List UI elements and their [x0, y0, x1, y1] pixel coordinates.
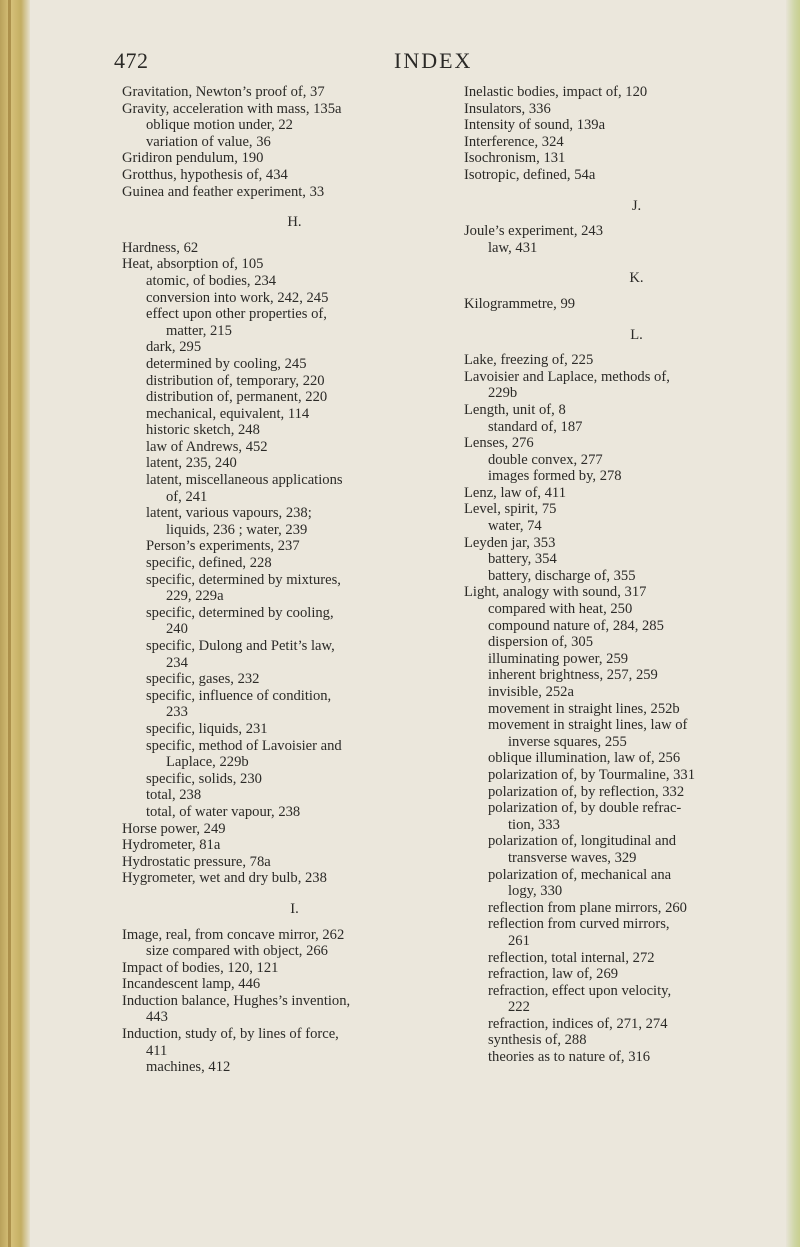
index-entry: Gridiron pendulum, 190: [122, 150, 264, 167]
index-entry-continuation: 443: [146, 1009, 168, 1026]
index-subentry: compared with heat, 250: [488, 601, 633, 618]
index-entry: Intensity of sound, 139a: [464, 117, 606, 134]
index-entry: Insulators, 336: [464, 100, 551, 117]
index-subentry: effect upon other properties of,: [146, 306, 327, 323]
index-subentry: synthesis of, 288: [488, 1032, 587, 1049]
index-entry: Grotthus, hypothesis of, 434: [122, 166, 288, 183]
index-subentry: specific, liquids, 231: [146, 720, 268, 737]
index-subentry: water, 74: [488, 518, 542, 535]
index-entry-continuation: liquids, 236 ; water, 239: [166, 521, 308, 538]
index-entry: Leyden jar, 353: [464, 534, 556, 551]
index-entry-continuation: 229, 229a: [166, 588, 224, 605]
index-subentry: polarization of, longitudinal and: [488, 833, 677, 850]
index-subentry: latent, various vapours, 238;: [146, 505, 312, 522]
index-subentry: battery, 354: [488, 551, 557, 568]
page-number: 472: [114, 48, 149, 73]
index-subentry: total, 238: [146, 787, 202, 804]
index-entry: Horse power, 249: [122, 820, 226, 837]
index-column-left: [122, 84, 467, 1076]
index-subentry: reflection, total internal, 272: [488, 949, 655, 966]
index-subentry: battery, discharge of, 355: [488, 567, 636, 584]
index-subentry: illuminating power, 259: [488, 650, 629, 667]
index-subentry: total, of water vapour, 238: [146, 803, 301, 820]
index-entry: Image, real, from concave mirror, 262: [122, 926, 345, 943]
index-subentry: size compared with object, 266: [146, 943, 328, 960]
index-subentry: specific, gases, 232: [146, 671, 260, 688]
index-entry: Lenz, law of, 411: [464, 484, 566, 501]
index-subentry: dark, 295: [146, 339, 202, 356]
index-entry: Induction balance, Hughes’s invention,: [122, 992, 351, 1009]
index-entry-continuation: 411: [146, 1042, 168, 1059]
index-entry: Guinea and feather experiment, 33: [122, 183, 325, 200]
index-entry-continuation: matter, 215: [166, 322, 232, 339]
index-entry: Lake, freezing of, 225: [464, 352, 594, 369]
index-entry-continuation: tion, 333: [508, 816, 560, 833]
index-entry: Hydrometer, 81a: [122, 837, 221, 854]
index-subentry: mechanical, equivalent, 114: [146, 405, 310, 422]
index-subentry: refraction, indices of, 271, 274: [488, 1015, 668, 1032]
index-entry-continuation: Laplace, 229b: [166, 754, 249, 771]
index-subentry: law, 431: [488, 239, 538, 256]
index-subentry: polarization of, mechanical ana: [488, 866, 672, 883]
section-letter: I.: [290, 900, 299, 917]
index-entry: Isotropic, defined, 54a: [464, 166, 596, 183]
index-subentry: specific, method of Lavoisier and: [146, 737, 342, 754]
index-subentry: machines, 412: [146, 1059, 231, 1076]
index-subentry: movement in straight lines, 252b: [488, 700, 680, 717]
index-subentry: specific, solids, 230: [146, 770, 262, 787]
index-entry: Light, analogy with sound, 317: [464, 584, 647, 601]
index-entry: Gravity, acceleration with mass, 135a: [122, 100, 342, 117]
index-entry: Heat, absorption of, 105: [122, 256, 264, 273]
index-entry: Lavoisier and Laplace, methods of,: [464, 368, 670, 385]
section-letter: J.: [631, 197, 642, 214]
index-entry-continuation: 222: [508, 999, 530, 1016]
index-subentry: specific, influence of condition,: [146, 687, 332, 704]
index-subentry: conversion into work, 242, 245: [146, 289, 329, 306]
page-title: INDEX: [394, 48, 473, 73]
index-subentry: standard of, 187: [488, 418, 583, 435]
index-entry-continuation: 240: [166, 621, 188, 638]
index-entry-continuation: transverse waves, 329: [508, 849, 637, 866]
index-subentry: oblique illumination, law of, 256: [488, 750, 681, 767]
index-subentry: images formed by, 278: [488, 468, 622, 485]
index-entry: Level, spirit, 75: [464, 501, 557, 518]
index-subentry: polarization of, by reflection, 332: [488, 783, 685, 800]
index-subentry: oblique motion under, 22: [146, 117, 293, 134]
section-letter: L.: [630, 326, 643, 343]
index-entry: Joule’s experiment, 243: [464, 223, 604, 240]
index-entry: Hydrostatic pressure, 78a: [122, 853, 271, 870]
index-subentry: latent, 235, 240: [146, 455, 237, 472]
index-subentry: specific, Dulong and Petit’s law,: [146, 638, 335, 654]
index-column-right: [464, 84, 800, 1066]
index-subentry: historic sketch, 248: [146, 422, 260, 439]
index-subentry: polarization of, by Tourmaline, 331: [488, 766, 696, 783]
index-subentry: refraction, effect upon velocity,: [488, 982, 672, 999]
index-subentry: dispersion of, 305: [488, 634, 593, 651]
index-entry: Gravitation, Newton’s proof of, 37: [122, 84, 325, 100]
index-subentry: reflection from plane mirrors, 260: [488, 899, 687, 916]
index-entry: Isochronism, 131: [464, 150, 566, 167]
index-entry: Induction, study of, by lines of force,: [122, 1026, 339, 1043]
index-entry-continuation: 229b: [488, 385, 518, 402]
index-subentry: determined by cooling, 245: [146, 355, 307, 372]
book-binding: [0, 0, 30, 1247]
index-entry: Interference, 324: [464, 133, 564, 150]
index-subentry: refraction, law of, 269: [488, 966, 619, 983]
index-entry-continuation: logy, 330: [508, 883, 563, 900]
index-subentry: compound nature of, 284, 285: [488, 617, 664, 634]
index-subentry: theories as to nature of, 316: [488, 1049, 651, 1066]
index-entry: Inelastic bodies, impact of, 120: [464, 84, 648, 100]
index-subentry: invisible, 252a: [488, 684, 574, 700]
section-letter: K.: [629, 270, 644, 287]
index-entry: Kilogrammetre, 99: [464, 295, 576, 312]
index-subentry: reflection from curved mirrors,: [488, 916, 670, 933]
index-entry-continuation: 234: [166, 654, 188, 671]
index-subentry: atomic, of bodies, 234: [146, 272, 277, 289]
index-subentry: latent, miscellaneous applications: [146, 472, 343, 489]
index-subentry: distribution of, permanent, 220: [146, 389, 328, 406]
index-subentry: specific, determined by mixtures,: [146, 571, 341, 588]
index-entry: Hygrometer, wet and dry bulb, 238: [122, 870, 327, 887]
index-entry: Incandescent lamp, 446: [122, 976, 261, 993]
index-subentry: inherent brightness, 257, 259: [488, 667, 658, 684]
index-subentry: distribution of, temporary, 220: [146, 372, 325, 389]
index-subentry: movement in straight lines, law of: [488, 717, 688, 734]
index-subentry: variation of value, 36: [146, 133, 271, 150]
index-entry-continuation: of, 241: [166, 488, 208, 505]
index-subentry: double convex, 277: [488, 451, 603, 468]
index-subentry: polarization of, by double refrac-: [488, 800, 682, 817]
index-subentry: law of Andrews, 452: [146, 438, 268, 455]
index-entry-continuation: 261: [508, 932, 530, 949]
index-entry: Hardness, 62: [122, 239, 199, 256]
index-subentry: specific, determined by cooling,: [146, 604, 334, 621]
section-letter: H.: [287, 214, 302, 231]
index-entry: Lenses, 276: [464, 435, 534, 452]
index-entry: Impact of bodies, 120, 121: [122, 959, 279, 976]
index-entry-continuation: 233: [166, 704, 188, 721]
index-entry: Length, unit of, 8: [464, 401, 566, 418]
index-subentry: specific, defined, 228: [146, 555, 272, 572]
index-entry-continuation: inverse squares, 255: [508, 733, 627, 750]
index-subentry: Person’s experiments, 237: [146, 538, 300, 555]
